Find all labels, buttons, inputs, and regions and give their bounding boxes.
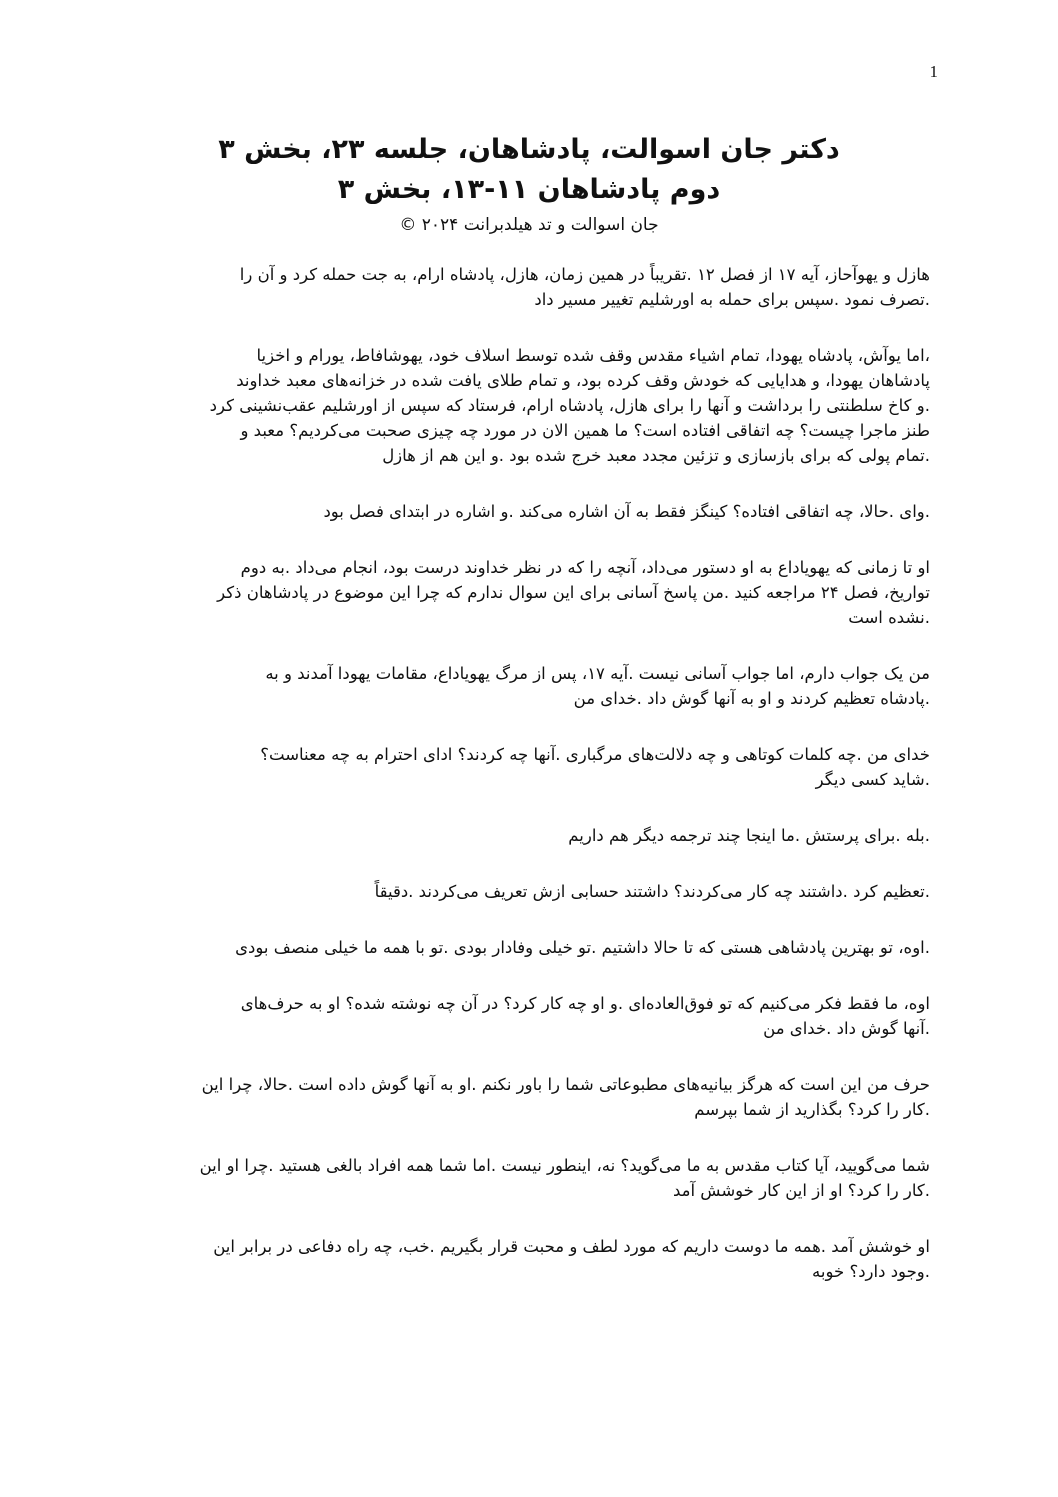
paragraph-7: [128, 823, 930, 848]
paragraph-3: [128, 499, 930, 524]
text-line: او تا زمانی که یهویاداع به او دستور می‌داد، آنچه را که در نظر خداوند درست بود، انجام می‌داد .به دوم: [240, 558, 930, 577]
text-line: .آنها گوش داد .خدای من: [763, 1019, 930, 1038]
paragraph-9: [128, 935, 930, 960]
text-line: پادشاهان یهودا، و هدایایی که خودش وقف کرده بود، و تمام طلای یافت شده در خزانه‌های معبد خداوند: [236, 371, 930, 390]
text-line: .تصرف نمود .سپس برای حمله به اورشلیم تغییر مسیر داد: [534, 290, 930, 309]
text-line: ،اما یوآش، پادشاه یهودا، تمام اشیاء مقدس وقف شده توسط اسلاف خود، یهوشافاط، یورام و اخزیا: [256, 346, 930, 365]
text-line: .وجود دارد؟ خوبه: [812, 1262, 930, 1281]
paragraph-6: [128, 742, 930, 792]
text-line: اوه، ما فقط فکر می‌کنیم که تو فوق‌العاده‌ای .و او چه کار کرد؟ در آن چه نوشته شده؟ او به حرف‌های: [240, 994, 930, 1013]
copyright-line: جان اسوالت و تد هیلدبرانت ۲۰۲۴ ©: [399, 215, 659, 235]
paragraph-12: [128, 1153, 930, 1203]
text-line: او خوشش آمد .همه ما دوست داریم که مورد لطف و محبت قرار بگیریم .خب، چه راه دفاعی در برابر این: [213, 1237, 930, 1256]
paragraph-13: [128, 1234, 930, 1284]
text-line: .کار را کرد؟ بگذارید از شما بپرسم: [694, 1100, 930, 1119]
title-line-1: دکتر جان اسوالت، پادشاهان، جلسه ۲۳، بخش ۳: [218, 134, 840, 165]
text-line: .تمام پولی که برای بازسازی و تزئین مجدد معبد خرج شده بود .و این هم از هازل: [382, 446, 930, 465]
text-line: .تعظیم کرد .داشتند چه کار می‌کردند؟ داشتند حسابی ازش تعریف می‌کردند .دقیقاً: [374, 882, 930, 901]
paragraph-1: [128, 262, 930, 312]
text-line: .نشده است: [848, 608, 930, 627]
document-title-block: [128, 130, 930, 238]
paragraph-11: [128, 1072, 930, 1122]
paragraph-8: [128, 879, 930, 904]
text-line: .کار را کرد؟ او از این کار خوشش آمد: [672, 1181, 930, 1200]
text-line: تواریخ، فصل ۲۴ مراجعه کنید .من پاسخ آسانی برای این سوال ندارم که چرا این موضوع در پادشاهان ذکر: [217, 583, 930, 602]
text-line: من یک جواب دارم، اما جواب آسانی نیست .آیه ۱۷، پس از مرگ یهویاداع، مقامات یهودا آمدند و به: [265, 664, 930, 683]
paragraph-10: [128, 991, 930, 1041]
text-line: .شاید کسی دیگر: [815, 770, 930, 789]
text-line: حرف من این است که هرگز بیانیه‌های مطبوعاتی شما را باور نکنم .او به آنها گوش داده است .حالا، چرا این: [201, 1075, 930, 1094]
text-line: خدای من .چه کلمات کوتاهی و چه دلالت‌های مرگباری .آنها چه کردند؟ ادای احترام به چه معناست؟: [260, 745, 930, 764]
text-line: .پادشاه تعظیم کردند و او به آنها گوش داد .خدای من: [573, 689, 930, 708]
title-line-2: دوم پادشاهان ۱۱-۱۳، بخش ۳: [337, 174, 721, 205]
text-line: .بله .برای پرستش .ما اینجا چند ترجمه دیگر هم داریم: [568, 826, 930, 845]
paragraph-5: [128, 661, 930, 711]
text-line: طنز ماجرا چیست؟ چه اتفاقی افتاده است؟ ما همین الان در مورد چه چیزی صحبت می‌کردیم؟ معبد و: [240, 421, 930, 440]
text-line: .و کاخ سلطنتی را برداشت و آنها را برای هازل، پادشاه ارام، فرستاد که سپس از اورشلیم عقب‌نشینی کرد: [209, 396, 930, 415]
text-line: .وای .حالا، چه اتفاقی افتاده؟ کینگز فقط به آن اشاره می‌کند .و اشاره در ابتدای فصل بود: [323, 502, 930, 521]
text-line: شما می‌گویید، آیا کتاب مقدس به ما می‌گوید؟ نه، اینطور نیست .اما شما همه افراد بالغی هستید .چرا او این: [199, 1156, 930, 1175]
page-number: 1: [929, 62, 938, 81]
document-body: [128, 262, 930, 1315]
paragraph-2: [128, 343, 930, 468]
text-line: هازل و یهوآحاز، آیه ۱۷ از فصل ۱۲ .تقریباً در همین زمان، هازل، پادشاه ارام، به جت حمله کرد و آن را: [239, 265, 930, 284]
text-line: .اوه، تو بهترین پادشاهی هستی که تا حالا داشتیم .تو خیلی وفادار بودی .تو با همه ما خیلی منصف بودی: [235, 938, 930, 957]
paragraph-4: [128, 555, 930, 630]
